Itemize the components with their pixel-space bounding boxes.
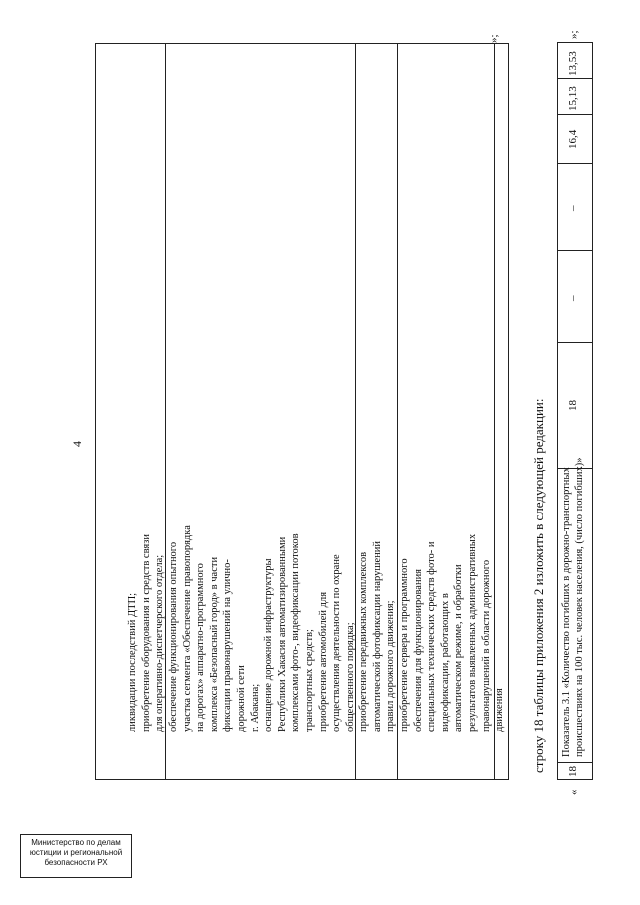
measures-line: результатов выявленных административных (467, 533, 479, 732)
measures-line: транспортных средств; (303, 629, 315, 732)
measures-line: правонарушений в области дорожного (480, 559, 492, 732)
cell-c8: 13,53 (567, 51, 579, 76)
instruction-text: строку 18 таблицы приложения 2 изложить в следующей редакции: (531, 398, 546, 773)
measures-line: приобретение сервера и программного (399, 558, 411, 732)
upper-closing-mark: »; (488, 34, 500, 43)
measures-line: оснащение дорожной инфраструктуры (263, 558, 275, 732)
cell-c5: – (567, 205, 579, 211)
measures-line: специальных технических средств фото- и (426, 541, 438, 732)
measures-line: обеспечения для функционирования (412, 568, 424, 732)
measures-line: дорожной сети (235, 665, 247, 732)
measures-line: обеспечение функционирования опытного (167, 541, 179, 732)
lower-vline-4 (557, 250, 592, 251)
measures-line: приобретение передвижных комплексов (358, 551, 370, 732)
measures-line: ликвидации последствий ДТП; (127, 592, 139, 732)
cell-c7: 15,13 (567, 86, 579, 111)
lower-vline-1 (557, 762, 592, 763)
lower-vline-6 (557, 114, 592, 115)
measures-line: Республики Хакасия автоматизированными (276, 536, 288, 732)
measures-line: г. Абакана; (249, 683, 261, 732)
lower-vline-7 (557, 78, 592, 79)
measures-text-block (99, 525, 534, 732)
measures-line: комплекса «Безопасный город» в части (208, 556, 220, 732)
lower-vline-5 (557, 163, 592, 164)
measures-line: на дорогах» аппаратно-программного (195, 563, 207, 732)
measures-line: комплексами фото-, видеофиксации потоков (290, 533, 302, 732)
stamp-line-1: Министерство по делам (31, 838, 121, 847)
measures-line: общественного порядка; (344, 622, 356, 732)
measures-line: правил дорожного движения; (385, 600, 397, 732)
cell-c3: 18 (567, 400, 579, 411)
stamp-line-2: юстиции и региональной (29, 848, 123, 857)
measures-line: движения (494, 688, 506, 732)
measures-line: приобретение автомобилей для (317, 591, 329, 732)
measures-line: автоматической фотофиксации нарушений (371, 540, 383, 732)
indicator-line-2: происшествиях на 100 тыс. человек населения, (число погибших)» (574, 457, 585, 757)
measures-line: для оперативно-диспетчерского отдела; (154, 554, 166, 732)
lower-open-quote: « (568, 789, 580, 795)
indicator-line-1: Показатель 3.1 «Количество погибших в дорожно-транспортных (561, 467, 572, 757)
row-number: 18 (567, 766, 579, 777)
cell-c6: 16,4 (567, 129, 579, 149)
measures-line: участка сегмента «Обеспечение правопорядка (181, 525, 193, 732)
lower-vline-3 (557, 342, 592, 343)
indicator-cell (560, 458, 586, 757)
page-number: 4 (70, 441, 84, 447)
measures-line: фиксации правонарушений на улично- (222, 559, 234, 732)
stamp-line-3: безопасности РХ (44, 858, 108, 867)
lower-closing-mark: »; (568, 30, 580, 39)
cell-c4: – (567, 295, 579, 301)
measures-line: видеофиксации, работающих в (439, 593, 451, 732)
measures-line: автоматическом режиме, и обработки (453, 564, 465, 732)
measures-line: осуществления деятельности по охране (331, 554, 343, 732)
measures-line: приобретение оборудования и средств связи (140, 534, 152, 732)
measures-lines (126, 525, 507, 732)
